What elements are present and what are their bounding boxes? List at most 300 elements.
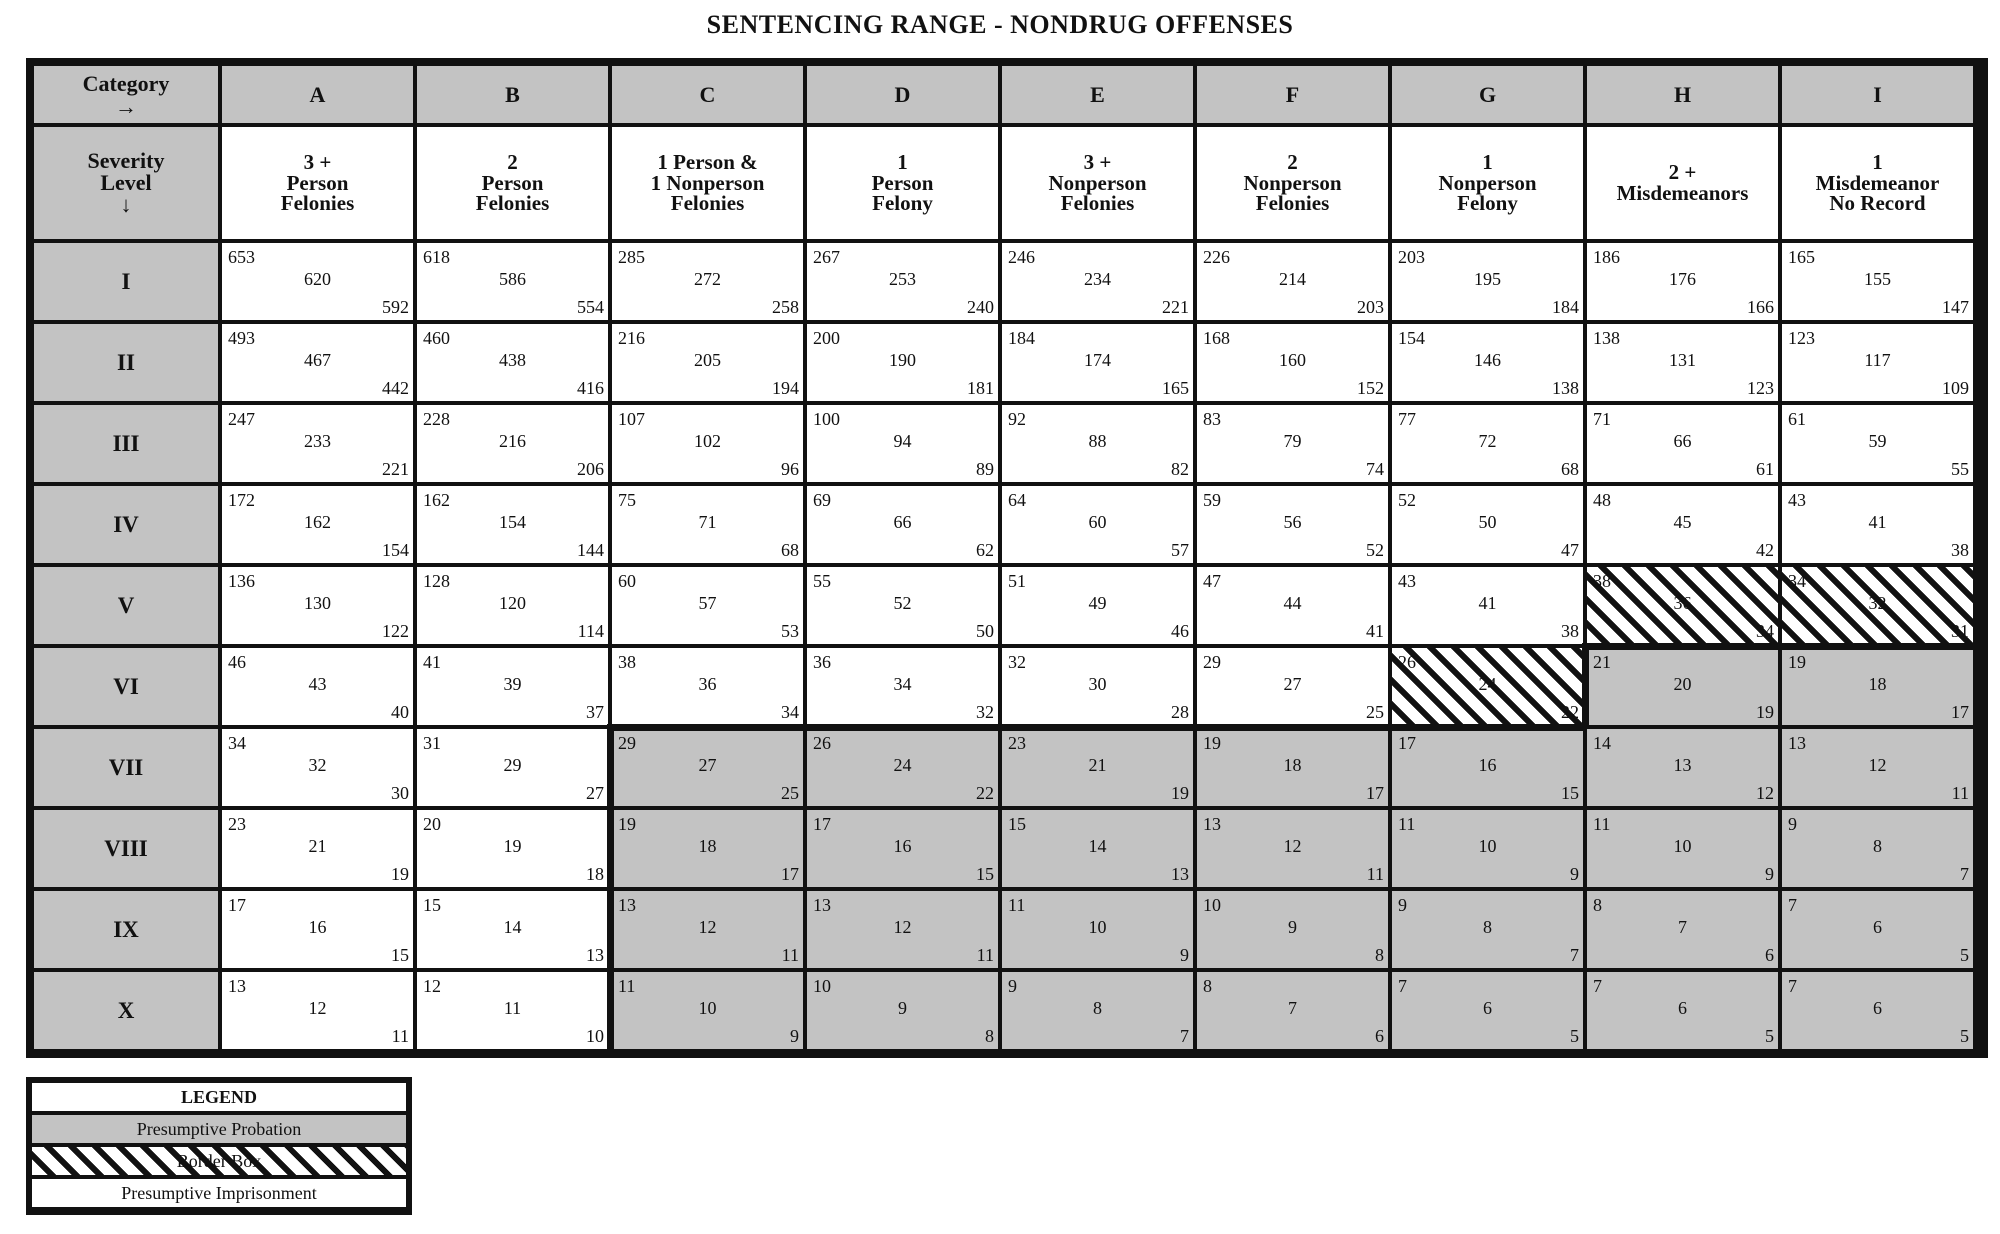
range-high: 15 — [423, 895, 441, 915]
range-mid: 14 — [503, 917, 522, 937]
range-low: 82 — [1171, 459, 1189, 479]
range-high: 69 — [813, 490, 831, 510]
range-cell — [222, 972, 413, 1049]
range-cell — [1392, 729, 1583, 806]
range-cell — [1392, 486, 1583, 563]
range-mid: 7 — [1288, 998, 1297, 1018]
range-mid: 79 — [1283, 431, 1302, 451]
range-cell — [1587, 648, 1778, 725]
range-low: 19 — [391, 864, 409, 884]
range-mid: 32 — [1868, 593, 1887, 613]
range-low: 68 — [1561, 459, 1579, 479]
range-cell — [612, 972, 803, 1049]
range-high: 60 — [618, 571, 636, 591]
range-cell — [612, 486, 803, 563]
range-cell — [417, 324, 608, 401]
range-high: 92 — [1008, 409, 1026, 429]
range-mid: 214 — [1279, 269, 1306, 289]
range-low: 13 — [586, 945, 604, 965]
down-arrow-icon: ↓ — [120, 192, 132, 217]
severity-level-iv: IV — [34, 486, 218, 563]
range-mid: 10 — [1478, 836, 1497, 856]
presumptive-boundary-line — [1582, 643, 1976, 650]
range-low: 11 — [781, 945, 799, 965]
range-low: 89 — [976, 459, 994, 479]
range-high: 19 — [1203, 733, 1221, 753]
range-mid: 66 — [893, 512, 912, 532]
range-mid: 10 — [698, 998, 717, 1018]
column-description-i: 1 Misdemeanor No Record — [1782, 127, 1973, 239]
range-high: 13 — [1788, 733, 1806, 753]
presumptive-boundary-line — [607, 724, 1584, 731]
legend-probation: Presumptive Probation — [32, 1115, 406, 1143]
range-low: 221 — [382, 459, 409, 479]
range-high: 61 — [1788, 409, 1806, 429]
range-mid: 6 — [1873, 917, 1882, 937]
range-high: 246 — [1008, 247, 1035, 267]
range-low: 46 — [1171, 621, 1189, 641]
range-low: 6 — [1375, 1026, 1384, 1046]
range-high: 11 — [1008, 895, 1026, 915]
range-high: 13 — [1203, 814, 1221, 834]
range-low: 592 — [382, 297, 409, 317]
range-high: 32 — [1008, 652, 1026, 672]
legend — [26, 1077, 412, 1215]
range-high: 13 — [228, 976, 246, 996]
range-high: 26 — [813, 733, 831, 753]
range-mid: 60 — [1088, 512, 1107, 532]
range-low: 37 — [586, 702, 604, 722]
range-cell — [417, 891, 608, 968]
range-high: 43 — [1788, 490, 1806, 510]
range-mid: 10 — [1088, 917, 1107, 937]
range-high: 19 — [1788, 652, 1806, 672]
range-cell — [1197, 810, 1388, 887]
range-cell — [222, 891, 413, 968]
column-description-a: 3 + Person Felonies — [222, 127, 413, 239]
range-low: 32 — [976, 702, 994, 722]
range-low: 11 — [1366, 864, 1384, 884]
range-cell — [612, 324, 803, 401]
range-high: 34 — [228, 733, 246, 753]
column-description-b: 2 Person Felonies — [417, 127, 608, 239]
range-mid: 102 — [694, 431, 721, 451]
range-cell — [1782, 810, 1973, 887]
range-high: 26 — [1398, 652, 1416, 672]
range-cell — [1002, 891, 1193, 968]
range-mid: 12 — [893, 917, 912, 937]
range-high: 23 — [228, 814, 246, 834]
range-high: 17 — [813, 814, 831, 834]
range-low: 144 — [577, 540, 604, 560]
range-high: 13 — [813, 895, 831, 915]
range-low: 122 — [382, 621, 409, 641]
range-cell — [1392, 567, 1583, 644]
legend-title: LEGEND — [32, 1083, 406, 1111]
range-cell — [1197, 243, 1388, 320]
severity-level-ii: II — [34, 324, 218, 401]
column-header-i: I — [1782, 66, 1973, 123]
range-low: 13 — [1171, 864, 1189, 884]
range-low: 68 — [781, 540, 799, 560]
range-high: 267 — [813, 247, 840, 267]
range-cell — [1587, 810, 1778, 887]
range-cell — [1782, 243, 1973, 320]
range-low: 8 — [1375, 945, 1384, 965]
range-high: 168 — [1203, 328, 1230, 348]
range-mid: 8 — [1873, 836, 1882, 856]
range-mid: 21 — [308, 836, 327, 856]
range-high: 17 — [1398, 733, 1416, 753]
range-cell — [1197, 729, 1388, 806]
range-cell — [612, 810, 803, 887]
range-cell — [1002, 810, 1193, 887]
right-arrow-icon: → — [115, 94, 137, 120]
range-cell — [1392, 405, 1583, 482]
range-cell — [1587, 405, 1778, 482]
range-low: 28 — [1171, 702, 1189, 722]
range-mid: 66 — [1673, 431, 1692, 451]
range-mid: 20 — [1673, 674, 1692, 694]
range-low: 52 — [1366, 540, 1384, 560]
range-low: 7 — [1570, 945, 1579, 965]
range-cell — [1197, 486, 1388, 563]
range-high: 200 — [813, 328, 840, 348]
range-mid: 160 — [1279, 350, 1306, 370]
range-mid: 43 — [308, 674, 327, 694]
legend-border-box: Border Box — [32, 1147, 406, 1175]
range-high: 154 — [1398, 328, 1425, 348]
range-cell — [807, 324, 998, 401]
range-mid: 44 — [1283, 593, 1302, 613]
range-mid: 253 — [889, 269, 916, 289]
range-low: 221 — [1162, 297, 1189, 317]
range-low: 6 — [1765, 945, 1774, 965]
range-mid: 32 — [308, 755, 327, 775]
range-low: 17 — [1951, 702, 1969, 722]
range-low: 5 — [1960, 945, 1969, 965]
range-high: 7 — [1398, 976, 1407, 996]
range-cell — [1587, 486, 1778, 563]
range-low: 30 — [391, 783, 409, 803]
range-mid: 467 — [304, 350, 331, 370]
range-high: 653 — [228, 247, 255, 267]
range-low: 17 — [781, 864, 799, 884]
range-low: 57 — [1171, 540, 1189, 560]
range-high: 43 — [1398, 571, 1416, 591]
range-mid: 9 — [1288, 917, 1297, 937]
range-cell — [807, 972, 998, 1049]
range-high: 21 — [1593, 652, 1611, 672]
severity-level-iii: III — [34, 405, 218, 482]
category-label: Category — [82, 71, 170, 96]
range-mid: 18 — [1868, 674, 1887, 694]
range-cell — [807, 486, 998, 563]
range-high: 48 — [1593, 490, 1611, 510]
range-low: 53 — [781, 621, 799, 641]
range-low: 34 — [1756, 621, 1774, 641]
range-low: 9 — [790, 1026, 799, 1046]
range-low: 47 — [1561, 540, 1579, 560]
column-header-f: F — [1197, 66, 1388, 123]
range-high: 493 — [228, 328, 255, 348]
range-mid: 12 — [1868, 755, 1887, 775]
range-low: 50 — [976, 621, 994, 641]
range-mid: 7 — [1678, 917, 1687, 937]
range-low: 166 — [1747, 297, 1774, 317]
range-cell — [222, 810, 413, 887]
range-high: 10 — [813, 976, 831, 996]
range-low: 38 — [1951, 540, 1969, 560]
range-mid: 30 — [1088, 674, 1107, 694]
range-cell — [807, 243, 998, 320]
range-low: 9 — [1765, 864, 1774, 884]
range-low: 7 — [1960, 864, 1969, 884]
range-mid: 24 — [893, 755, 912, 775]
range-cell — [1587, 243, 1778, 320]
range-mid: 52 — [893, 593, 912, 613]
range-high: 9 — [1788, 814, 1797, 834]
range-high: 51 — [1008, 571, 1026, 591]
range-mid: 205 — [694, 350, 721, 370]
range-cell — [1002, 243, 1193, 320]
range-low: 5 — [1960, 1026, 1969, 1046]
range-high: 41 — [423, 652, 441, 672]
range-mid: 16 — [893, 836, 912, 856]
column-description-g: 1 Nonperson Felony — [1392, 127, 1583, 239]
range-high: 618 — [423, 247, 450, 267]
range-low: 41 — [1366, 621, 1384, 641]
range-cell — [1197, 972, 1388, 1049]
range-low: 25 — [1366, 702, 1384, 722]
range-low: 62 — [976, 540, 994, 560]
range-low: 206 — [577, 459, 604, 479]
range-high: 11 — [1593, 814, 1611, 834]
severity-level-ix: IX — [34, 891, 218, 968]
range-cell — [1197, 648, 1388, 725]
column-description-e: 3 + Nonperson Felonies — [1002, 127, 1193, 239]
range-high: 14 — [1593, 733, 1611, 753]
range-high: 172 — [228, 490, 255, 510]
range-cell — [612, 891, 803, 968]
range-mid: 8 — [1483, 917, 1492, 937]
range-mid: 195 — [1474, 269, 1501, 289]
range-high: 77 — [1398, 409, 1416, 429]
range-cell — [1782, 972, 1973, 1049]
range-high: 64 — [1008, 490, 1026, 510]
range-mid: 39 — [503, 674, 522, 694]
range-mid: 154 — [499, 512, 526, 532]
range-cell — [1782, 324, 1973, 401]
severity-label: Severity — [87, 148, 165, 173]
range-cell — [417, 972, 608, 1049]
range-cell — [612, 729, 803, 806]
range-low: 9 — [1570, 864, 1579, 884]
range-cell — [1197, 405, 1388, 482]
range-high: 186 — [1593, 247, 1620, 267]
range-mid: 12 — [698, 917, 717, 937]
range-high: 128 — [423, 571, 450, 591]
range-mid: 16 — [308, 917, 327, 937]
range-high: 228 — [423, 409, 450, 429]
range-cell — [1002, 972, 1193, 1049]
range-mid: 34 — [893, 674, 912, 694]
range-cell — [222, 648, 413, 725]
range-low: 165 — [1162, 378, 1189, 398]
range-high: 20 — [423, 814, 441, 834]
range-low: 38 — [1561, 621, 1579, 641]
range-cell — [612, 648, 803, 725]
category-header — [34, 66, 218, 123]
range-cell — [1197, 891, 1388, 968]
range-cell — [1002, 486, 1193, 563]
range-low: 181 — [967, 378, 994, 398]
range-high: 11 — [618, 976, 636, 996]
range-mid: 18 — [698, 836, 717, 856]
presumptive-boundary-line — [1582, 643, 1589, 728]
range-cell — [807, 891, 998, 968]
range-cell — [1782, 405, 1973, 482]
range-low: 15 — [391, 945, 409, 965]
severity-level-vi: VI — [34, 648, 218, 725]
range-cell — [612, 567, 803, 644]
range-cell — [807, 729, 998, 806]
range-cell — [222, 405, 413, 482]
range-cell — [417, 405, 608, 482]
range-cell — [1782, 648, 1973, 725]
column-header-d: D — [807, 66, 998, 123]
range-mid: 12 — [1283, 836, 1302, 856]
range-high: 7 — [1593, 976, 1602, 996]
range-low: 74 — [1366, 459, 1384, 479]
range-mid: 216 — [499, 431, 526, 451]
range-cell — [222, 324, 413, 401]
range-high: 12 — [423, 976, 441, 996]
severity-level-i: I — [34, 243, 218, 320]
range-cell — [1587, 972, 1778, 1049]
range-cell — [1197, 324, 1388, 401]
severity-level-viii: VIII — [34, 810, 218, 887]
column-header-g: G — [1392, 66, 1583, 123]
range-low: 114 — [577, 621, 604, 641]
column-header-h: H — [1587, 66, 1778, 123]
range-low: 40 — [391, 702, 409, 722]
range-high: 34 — [1788, 571, 1806, 591]
range-high: 19 — [618, 814, 636, 834]
column-header-c: C — [612, 66, 803, 123]
range-mid: 49 — [1088, 593, 1107, 613]
range-high: 162 — [423, 490, 450, 510]
range-mid: 586 — [499, 269, 526, 289]
range-mid: 50 — [1478, 512, 1497, 532]
sentencing-grid — [26, 58, 1988, 1058]
range-high: 36 — [813, 652, 831, 672]
severity-level-vii: VII — [34, 729, 218, 806]
range-high: 46 — [228, 652, 246, 672]
range-mid: 13 — [1673, 755, 1692, 775]
range-mid: 41 — [1868, 512, 1887, 532]
range-low: 19 — [1171, 783, 1189, 803]
range-high: 216 — [618, 328, 645, 348]
range-cell — [1587, 729, 1778, 806]
range-mid: 72 — [1478, 431, 1497, 451]
range-high: 29 — [618, 733, 636, 753]
range-low: 11 — [391, 1026, 409, 1046]
range-low: 8 — [985, 1026, 994, 1046]
range-mid: 8 — [1093, 998, 1102, 1018]
range-low: 554 — [577, 297, 604, 317]
range-low: 5 — [1765, 1026, 1774, 1046]
column-header-e: E — [1002, 66, 1193, 123]
range-low: 17 — [1366, 783, 1384, 803]
range-cell — [222, 243, 413, 320]
range-mid: 18 — [1283, 755, 1302, 775]
page-title: SENTENCING RANGE - NONDRUG OFFENSES — [706, 10, 1294, 39]
range-cell — [222, 486, 413, 563]
range-high: 11 — [1398, 814, 1416, 834]
range-high: 9 — [1398, 895, 1407, 915]
range-mid: 45 — [1673, 512, 1692, 532]
range-low: 31 — [1951, 621, 1969, 641]
range-cell — [1002, 405, 1193, 482]
range-low: 96 — [781, 459, 799, 479]
range-mid: 19 — [503, 836, 522, 856]
range-cell — [807, 405, 998, 482]
column-description-h: 2 + Misdemeanors — [1587, 127, 1778, 239]
range-cell — [1587, 891, 1778, 968]
range-high: 10 — [1203, 895, 1221, 915]
range-cell — [417, 243, 608, 320]
range-low: 152 — [1357, 378, 1384, 398]
range-mid: 36 — [698, 674, 717, 694]
range-mid: 438 — [499, 350, 526, 370]
range-mid: 120 — [499, 593, 526, 613]
range-mid: 6 — [1873, 998, 1882, 1018]
range-mid: 620 — [304, 269, 331, 289]
range-low: 184 — [1552, 297, 1579, 317]
column-header-a: A — [222, 66, 413, 123]
column-description-f: 2 Nonperson Felonies — [1197, 127, 1388, 239]
range-mid: 41 — [1478, 593, 1497, 613]
range-high: 47 — [1203, 571, 1221, 591]
range-high: 7 — [1788, 895, 1797, 915]
range-cell — [1197, 567, 1388, 644]
range-high: 83 — [1203, 409, 1221, 429]
range-low: 15 — [1561, 783, 1579, 803]
range-low: 61 — [1756, 459, 1774, 479]
range-low: 5 — [1570, 1026, 1579, 1046]
range-high: 165 — [1788, 247, 1815, 267]
range-low: 22 — [1561, 702, 1579, 722]
range-mid: 117 — [1864, 350, 1891, 370]
range-low: 10 — [586, 1026, 604, 1046]
column-description-d: 1 Person Felony — [807, 127, 998, 239]
range-low: 11 — [976, 945, 994, 965]
range-high: 29 — [1203, 652, 1221, 672]
range-mid: 29 — [503, 755, 522, 775]
range-low: 138 — [1552, 378, 1579, 398]
severity-level-v: V — [34, 567, 218, 644]
range-mid: 130 — [304, 593, 331, 613]
range-high: 75 — [618, 490, 636, 510]
range-high: 9 — [1008, 976, 1017, 996]
range-high: 23 — [1008, 733, 1026, 753]
range-cell — [1392, 648, 1583, 725]
range-mid: 21 — [1088, 755, 1107, 775]
range-mid: 12 — [308, 998, 327, 1018]
range-low: 123 — [1747, 378, 1774, 398]
range-mid: 16 — [1478, 755, 1497, 775]
